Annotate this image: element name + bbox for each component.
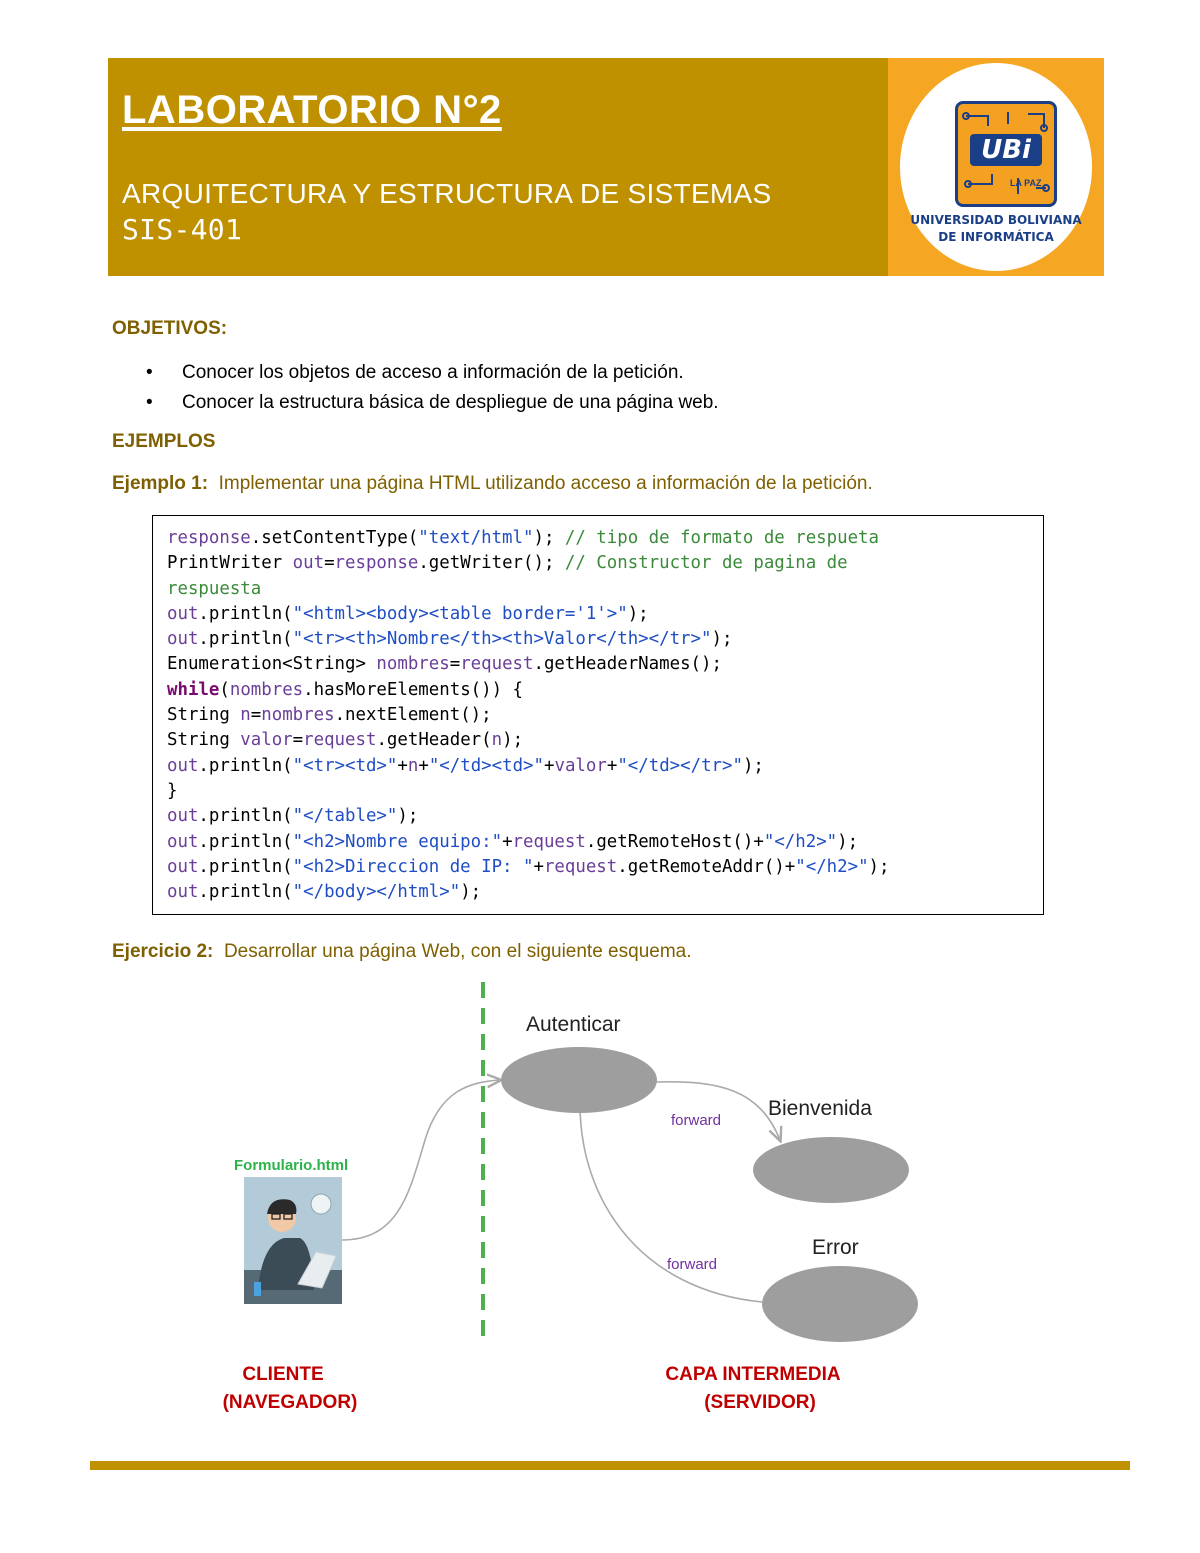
code-token: "</table>" <box>292 806 398 827</box>
code-token: ); <box>627 603 649 624</box>
code-token: .getHeader( <box>376 730 492 751</box>
label-error: Error <box>812 1236 859 1259</box>
code-token: n <box>240 705 251 726</box>
code-token: "</body></html>" <box>292 882 461 903</box>
exercise2-line <box>112 941 692 963</box>
code-token: .println( <box>198 856 293 877</box>
code-token: "</td></tr>" <box>617 755 743 776</box>
code-token: ); <box>397 806 419 827</box>
code-token: nombres <box>261 705 335 726</box>
code-token: + <box>533 856 544 877</box>
code-token: request <box>460 654 534 675</box>
client-label-line1: CLIENTE <box>242 1364 324 1385</box>
exercise2-text: Desarrollar una página Web, con el siguiente esquema. <box>223 941 692 962</box>
label-bienvenida: Bienvenida <box>768 1097 872 1120</box>
code-token: ); <box>460 882 482 903</box>
code-token: ); <box>711 629 733 650</box>
client-label-line2: (NAVEGADOR) <box>222 1392 358 1413</box>
code-token: "<h2>Nombre equipo:" <box>292 831 503 852</box>
code-token: "<h2>Direccion de IP: " <box>292 856 534 877</box>
bullet: • <box>146 362 153 383</box>
list-item <box>142 388 719 418</box>
code-token: + <box>543 755 555 776</box>
code-token: ); <box>742 755 764 776</box>
header-banner <box>108 58 1104 276</box>
code-token: .getHeaderNames(); <box>533 654 722 675</box>
code-token: "</td><td>" <box>428 755 544 776</box>
code-token: "<html><body><table border='1'>" <box>292 603 628 624</box>
code-token: nombres <box>229 679 304 700</box>
objective-text: Conocer la estructura básica de despliegue de una página web. <box>182 392 719 413</box>
code-token: "<tr><td>" <box>292 755 398 776</box>
form-label: Formulario.html <box>234 1157 349 1174</box>
code-token: // Constructor de pagina de <box>564 553 848 574</box>
code-token: request <box>512 831 586 852</box>
code-token: n <box>407 755 419 776</box>
code-token: nombres <box>376 654 450 675</box>
code-token: out <box>167 603 199 624</box>
code-token: "</h2>" <box>763 831 838 852</box>
code-token: + <box>606 755 618 776</box>
code-token: response <box>167 528 251 548</box>
code-block <box>152 515 1044 915</box>
code-token: response <box>334 553 419 574</box>
list-item <box>142 358 719 388</box>
code-token: n <box>491 730 503 751</box>
logo-caption-line1: UNIVERSIDAD BOLIVIANA <box>910 213 1082 227</box>
example1-text: Implementar una página HTML utilizando acceso a información de la petición. <box>218 473 873 494</box>
edge-label-forward-2: forward <box>667 1256 718 1273</box>
code-token: out <box>167 755 199 776</box>
code-token: = <box>250 705 262 726</box>
edge-form-to-auth <box>342 1080 500 1240</box>
logo-caption-line2: DE INFORMÁTICA <box>938 230 1054 244</box>
objectives-list <box>142 358 719 418</box>
example1-line <box>112 473 873 495</box>
logo-panel <box>888 58 1104 276</box>
code-token: .getRemoteAddr()+ <box>617 856 796 877</box>
code-token: ); <box>502 730 524 751</box>
examples-heading: EJEMPLOS <box>112 431 216 452</box>
code-token: while <box>167 679 220 700</box>
code-token: + <box>418 755 429 776</box>
code-token: valor <box>240 730 293 751</box>
code-token: respuesta <box>167 578 262 599</box>
lab-title: LABORATORIO N°2 <box>122 88 502 132</box>
course-code: SIS-401 <box>122 213 243 246</box>
code-token: } <box>167 780 178 801</box>
code-token: + <box>397 755 408 776</box>
code-listing <box>167 526 890 905</box>
code-token: out <box>167 831 199 852</box>
code-token: ); <box>533 528 565 548</box>
edge-label-forward-1: forward <box>671 1112 722 1129</box>
code-token: out <box>292 553 325 574</box>
code-token: = <box>292 730 304 751</box>
code-token: + <box>502 831 513 852</box>
logo-emblem <box>955 101 1057 207</box>
code-token: "<tr><th>Nombre</th><th>Valor</th></tr>" <box>292 629 712 650</box>
code-token: .setContentType( <box>250 528 419 548</box>
code-token: ( <box>219 679 230 700</box>
code-token: ); <box>868 856 890 877</box>
code-token: .hasMoreElements()) { <box>303 679 524 700</box>
code-token: Enumeration<String> <box>167 654 377 675</box>
logo-city: LA PAZ <box>1010 178 1042 188</box>
exercise2-label: Ejercicio 2: <box>112 941 214 962</box>
code-token: PrintWriter <box>167 553 293 574</box>
node-autenticar <box>501 1047 657 1113</box>
code-token: .println( <box>198 755 293 776</box>
label-autenticar: Autenticar <box>526 1013 621 1036</box>
code-token: .println( <box>198 806 293 827</box>
code-token: ); <box>837 831 859 852</box>
code-token: .println( <box>198 629 293 650</box>
code-token: .getWriter(); <box>418 553 565 574</box>
code-token: out <box>167 806 199 827</box>
course-name: ARQUITECTURA Y ESTRUCTURA DE SISTEMAS <box>122 178 772 209</box>
logo-mark: UBi <box>970 134 1042 166</box>
code-token: out <box>167 856 199 877</box>
code-token: request <box>303 730 377 751</box>
node-error <box>762 1266 918 1342</box>
edge-auth-to-bienvenida <box>656 1082 780 1140</box>
architecture-diagram <box>0 970 1200 1450</box>
code-token: .nextElement(); <box>334 705 492 726</box>
code-token: out <box>167 882 199 903</box>
code-token: = <box>324 553 335 574</box>
code-token: out <box>167 629 199 650</box>
user-at-computer-icon <box>244 1177 342 1304</box>
code-token: valor <box>554 755 607 776</box>
code-token: .println( <box>198 882 293 903</box>
code-token: "</h2>" <box>795 856 869 877</box>
code-token: String <box>167 705 241 726</box>
code-token: // tipo de formato de respueta <box>564 528 879 548</box>
code-token: .getRemoteHost()+ <box>585 831 764 852</box>
server-label-line2: (SERVIDOR) <box>704 1392 816 1413</box>
code-token: = <box>449 654 461 675</box>
objective-text: Conocer los objetos de acceso a información de la petición. <box>182 362 684 383</box>
university-logo <box>900 63 1092 271</box>
bullet: • <box>146 392 153 413</box>
code-token: "text/html" <box>418 528 534 548</box>
code-token: .println( <box>198 831 293 852</box>
code-token: String <box>167 730 241 751</box>
code-token: request <box>543 856 618 877</box>
example1-label: Ejemplo 1: <box>112 473 209 494</box>
code-token: .println( <box>198 603 293 624</box>
footer-rule <box>90 1461 1130 1470</box>
server-label-line1: CAPA INTERMEDIA <box>665 1364 841 1385</box>
node-bienvenida <box>753 1137 909 1203</box>
objectives-heading: OBJETIVOS: <box>112 318 228 339</box>
